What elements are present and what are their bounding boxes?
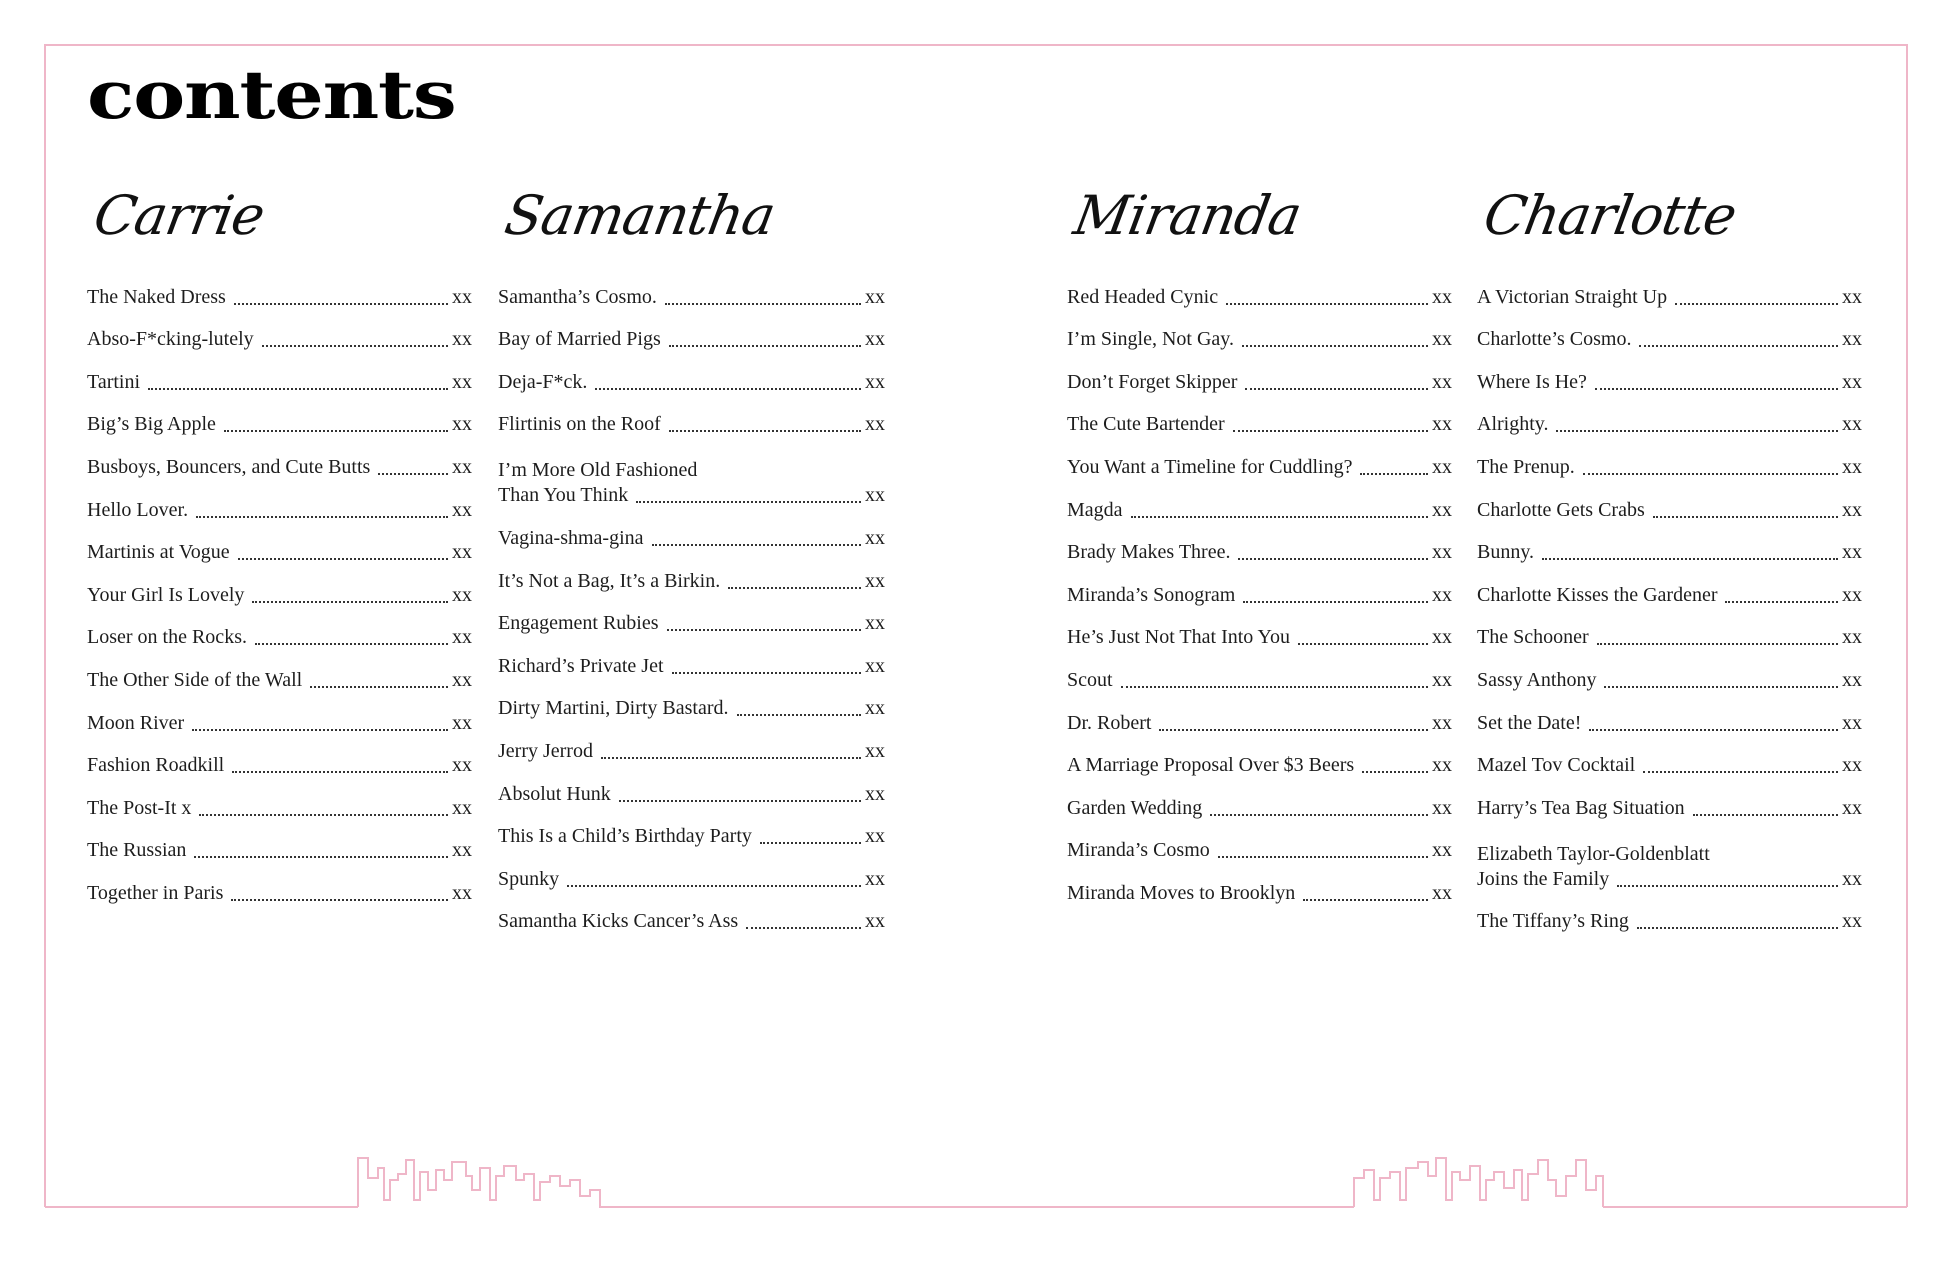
toc-entry [1067, 522, 1452, 565]
toc-entry-page: xx [452, 413, 472, 436]
toc-entry [87, 735, 472, 778]
toc-entry [498, 550, 885, 593]
toc-entry-title: Don’t Forget Skipper [1067, 370, 1238, 393]
toc-entry [498, 507, 885, 550]
toc-entry-page: xx [865, 739, 885, 762]
toc-entry [1477, 351, 1862, 394]
toc-entry [87, 564, 472, 607]
toc-entry-title: Samantha’s Cosmo. [498, 285, 657, 308]
dot-leader [1159, 728, 1428, 731]
column-heading-carrie: Carrie [89, 184, 269, 247]
toc-entry [498, 309, 885, 352]
toc-entry-title: Scout [1067, 668, 1113, 691]
toc-entry-page: xx [865, 413, 885, 436]
toc-entry-page: xx [1842, 583, 1862, 606]
toc-entry-title: Red Headed Cynic [1067, 285, 1219, 308]
toc-entry-title: Magda [1067, 498, 1123, 521]
toc-entry-title-continued: Than You Think [498, 484, 629, 507]
dot-leader [1604, 685, 1838, 688]
toc-entry-title: Dr. Robert [1067, 711, 1152, 734]
toc-entry-title: The Prenup. [1477, 455, 1575, 478]
toc-entry-title: The Russian [87, 839, 187, 862]
dot-leader [595, 387, 861, 390]
toc-entry-page: xx [1432, 839, 1452, 862]
toc-entry [1067, 436, 1452, 479]
toc-entry-page: xx [865, 612, 885, 635]
dot-leader [310, 685, 448, 688]
toc-entry [87, 777, 472, 820]
toc-entry [1067, 351, 1452, 394]
toc-entry [1067, 309, 1452, 352]
entry-list-miranda [1067, 266, 1452, 905]
dot-leader [255, 642, 448, 645]
toc-entry-title: Sassy Anthony [1477, 668, 1597, 691]
toc-entry [1067, 649, 1452, 692]
toc-entry-page: xx [1842, 455, 1862, 478]
toc-entry-title: Mazel Tov Cocktail [1477, 754, 1636, 777]
toc-entry-page: xx [865, 654, 885, 677]
toc-entry-title: Busboys, Bouncers, and Cute Butts [87, 455, 371, 478]
dot-leader [232, 770, 448, 773]
toc-entry-page: xx [1842, 541, 1862, 564]
dot-leader [728, 586, 861, 589]
dot-leader [1131, 515, 1428, 518]
dot-leader [199, 813, 448, 816]
toc-entry-page: xx [1842, 498, 1862, 521]
toc-entry-page: xx [452, 626, 472, 649]
toc-entry [498, 720, 885, 763]
toc-entry-title: Brady Makes Three. [1067, 541, 1231, 564]
dot-leader [665, 302, 861, 305]
contents-column-charlotte [1477, 172, 1862, 933]
toc-entry-page: xx [1432, 370, 1452, 393]
toc-entry-title: Bunny. [1477, 541, 1535, 564]
toc-entry [87, 607, 472, 650]
toc-entry-title: Miranda’s Cosmo [1067, 839, 1210, 862]
toc-entry-title: Absolut Hunk [498, 782, 611, 805]
toc-entry [1477, 735, 1862, 778]
toc-entry [1477, 309, 1862, 352]
dot-leader [760, 841, 861, 844]
toc-entry [87, 862, 472, 905]
dot-leader [1693, 813, 1838, 816]
dot-leader [619, 799, 861, 802]
toc-entry-page: xx [865, 285, 885, 308]
toc-entry-title: It’s Not a Bag, It’s a Birkin. [498, 569, 721, 592]
toc-entry-title: Set the Date! [1477, 711, 1582, 734]
skyline-right-illustration [1354, 1158, 1603, 1207]
dot-leader [1362, 770, 1428, 773]
toc-entry-page: xx [1842, 668, 1862, 691]
column-heading-samantha: Samantha [500, 184, 780, 247]
toc-entry-page: xx [865, 825, 885, 848]
dot-leader [224, 429, 448, 432]
toc-entry-page: xx [1432, 754, 1452, 777]
toc-entry-page: xx [1842, 867, 1862, 890]
toc-entry [87, 266, 472, 309]
dot-leader [669, 429, 861, 432]
contents-column-carrie [87, 172, 472, 905]
toc-entry [498, 351, 885, 394]
toc-entry [1477, 649, 1862, 692]
dot-leader [1725, 600, 1838, 603]
toc-entry-page: xx [1842, 796, 1862, 819]
dot-leader [1303, 898, 1428, 901]
toc-entry [1067, 266, 1452, 309]
toc-entry-page: xx [865, 484, 885, 507]
dot-leader [1643, 770, 1838, 773]
toc-entry-page: xx [1432, 583, 1452, 606]
toc-entry [87, 436, 472, 479]
column-heading-charlotte: Charlotte [1479, 184, 1741, 247]
toc-entry-page: xx [1432, 328, 1452, 351]
toc-entry-page: xx [1432, 541, 1452, 564]
toc-entry-last-line [498, 484, 885, 507]
skyline-left-illustration [358, 1158, 608, 1207]
toc-entry-title: Flirtinis on the Roof [498, 413, 661, 436]
toc-entry-title: Abso-F*cking-lutely [87, 328, 254, 351]
toc-entry-title: Miranda Moves to Brooklyn [1067, 881, 1296, 904]
toc-entry-page: xx [452, 796, 472, 819]
toc-entry-page: xx [865, 782, 885, 805]
entry-list-carrie [87, 266, 472, 905]
toc-entry [1067, 735, 1452, 778]
toc-entry-page: xx [865, 370, 885, 393]
toc-entry [1067, 394, 1452, 437]
toc-entry-page: xx [452, 498, 472, 521]
dot-leader [1233, 429, 1428, 432]
dot-leader [1639, 344, 1838, 347]
toc-entry-title: Loser on the Rocks. [87, 626, 247, 649]
dot-leader [1637, 926, 1838, 929]
toc-entry [1477, 479, 1862, 522]
toc-entry-page: xx [1432, 881, 1452, 904]
dot-leader [1542, 557, 1838, 560]
toc-entry [1067, 479, 1452, 522]
toc-entry-title: Martinis at Vogue [87, 541, 230, 564]
toc-entry [498, 806, 885, 849]
toc-entry [1477, 436, 1862, 479]
toc-entry [87, 649, 472, 692]
toc-entry [87, 522, 472, 565]
dot-leader [1617, 884, 1838, 887]
toc-entry-page: xx [865, 328, 885, 351]
toc-entry-page: xx [865, 526, 885, 549]
toc-entry-title-continued: Joins the Family [1477, 867, 1610, 890]
toc-entry-title: Elizabeth Taylor-Goldenblatt [1477, 842, 1710, 865]
toc-entry [498, 635, 885, 678]
toc-entry-title: Tartini [87, 370, 141, 393]
dot-leader [1595, 387, 1838, 390]
toc-entry-title: Charlotte Kisses the Gardener [1477, 583, 1718, 606]
toc-entry-title: Deja-F*ck. [498, 370, 588, 393]
dot-leader [234, 302, 448, 305]
dot-leader [238, 557, 448, 560]
toc-entry-title: A Marriage Proposal Over $3 Beers [1067, 754, 1355, 777]
toc-entry-title: Engagement Rubies [498, 612, 659, 635]
toc-entry [87, 394, 472, 437]
toc-entry-title: Hello Lover. [87, 498, 189, 521]
toc-entry [1067, 607, 1452, 650]
toc-entry [1477, 266, 1862, 309]
toc-entry-page: xx [1842, 754, 1862, 777]
dot-leader [1675, 302, 1838, 305]
toc-entry-title: Your Girl Is Lovely [87, 583, 245, 606]
toc-entry-title: Miranda’s Sonogram [1067, 583, 1236, 606]
toc-entry-page: xx [865, 697, 885, 720]
dot-leader [1583, 472, 1838, 475]
toc-entry-page: xx [1842, 285, 1862, 308]
toc-entry-page: xx [1432, 626, 1452, 649]
toc-entry-title: Jerry Jerrod [498, 739, 593, 762]
toc-entry-page: xx [865, 910, 885, 933]
dot-leader [1242, 344, 1428, 347]
dot-leader [194, 855, 448, 858]
toc-entry [1067, 692, 1452, 735]
dot-leader [1360, 472, 1428, 475]
toc-entry-page: xx [452, 881, 472, 904]
toc-entry-title: Vagina-shma-gina [498, 526, 644, 549]
column-heading-miranda: Miranda [1069, 184, 1306, 247]
toc-entry-page: xx [452, 583, 472, 606]
dot-leader [378, 472, 448, 475]
toc-entry-title: The Other Side of the Wall [87, 668, 303, 691]
dot-leader [1589, 728, 1838, 731]
toc-entry-title: Spunky [498, 867, 560, 890]
toc-entry [1067, 820, 1452, 863]
toc-entry [1477, 891, 1862, 934]
page-title: contents [87, 56, 456, 134]
toc-entry-title: Bay of Married Pigs [498, 328, 661, 351]
toc-entry-page: xx [865, 867, 885, 890]
contents-column-miranda [1067, 172, 1452, 905]
toc-entry [498, 678, 885, 721]
dot-leader [1597, 642, 1838, 645]
toc-entry-title: Together in Paris [87, 881, 224, 904]
entry-list-charlotte [1477, 266, 1862, 933]
toc-entry [87, 820, 472, 863]
toc-entry-title: Moon River [87, 711, 185, 734]
toc-entry-title: The Post-It x [87, 796, 192, 819]
toc-entry [87, 692, 472, 735]
dot-leader [601, 756, 861, 759]
toc-entry-page: xx [1842, 413, 1862, 436]
toc-entry [87, 479, 472, 522]
toc-entry [1067, 564, 1452, 607]
toc-entry-title: Garden Wedding [1067, 796, 1203, 819]
toc-entry-title: Fashion Roadkill [87, 754, 225, 777]
dot-leader [746, 926, 861, 929]
toc-entry-page: xx [1842, 370, 1862, 393]
toc-entry-title: A Victorian Straight Up [1477, 285, 1668, 308]
toc-entry-last-line [1477, 868, 1862, 891]
dot-leader [1218, 855, 1428, 858]
toc-entry-page: xx [1842, 328, 1862, 351]
toc-entry-title: Charlotte’s Cosmo. [1477, 328, 1632, 351]
toc-entry-page: xx [865, 569, 885, 592]
toc-entry [1477, 394, 1862, 437]
toc-entry [1067, 777, 1452, 820]
toc-entry [1477, 607, 1862, 650]
toc-entry [498, 891, 885, 934]
toc-entry-page: xx [1432, 668, 1452, 691]
toc-entry-page: xx [1432, 455, 1452, 478]
toc-entry [1477, 564, 1862, 607]
toc-entry-title: You Want a Timeline for Cuddling? [1067, 455, 1353, 478]
dot-leader [567, 884, 861, 887]
toc-entry-page: xx [1842, 711, 1862, 734]
dot-leader [262, 344, 448, 347]
toc-entry-title: He’s Just Not That Into You [1067, 626, 1290, 649]
toc-entry [498, 394, 885, 437]
toc-entry-page: xx [452, 668, 472, 691]
toc-entry-page: xx [452, 839, 472, 862]
toc-entry-page: xx [452, 754, 472, 777]
dot-leader [1226, 302, 1428, 305]
toc-entry-page: xx [452, 285, 472, 308]
toc-entry-page: xx [452, 711, 472, 734]
toc-entry-page: xx [452, 328, 472, 351]
dot-leader [1556, 429, 1838, 432]
dot-leader [667, 628, 861, 631]
toc-entry-page: xx [1432, 285, 1452, 308]
toc-entry-page: xx [1842, 626, 1862, 649]
toc-entry [498, 266, 885, 309]
toc-entry-title: The Tiffany’s Ring [1477, 910, 1629, 933]
toc-entry-title: The Schooner [1477, 626, 1589, 649]
dot-leader [636, 500, 861, 503]
toc-entry-title: Dirty Martini, Dirty Bastard. [498, 697, 729, 720]
dot-leader [1210, 813, 1428, 816]
toc-entry-page: xx [1432, 796, 1452, 819]
toc-entry-page: xx [452, 370, 472, 393]
toc-entry-page: xx [452, 455, 472, 478]
toc-entry-title: I’m More Old Fashioned [498, 459, 698, 482]
toc-entry-title: The Cute Bartender [1067, 413, 1225, 436]
dot-leader [231, 898, 448, 901]
toc-entry [87, 309, 472, 352]
toc-entry [1477, 522, 1862, 565]
toc-entry-page: xx [452, 541, 472, 564]
dot-leader [652, 543, 861, 546]
toc-entry-title: Richard’s Private Jet [498, 654, 664, 677]
dot-leader [737, 713, 861, 716]
dot-leader [669, 344, 861, 347]
toc-entry-page: xx [1432, 498, 1452, 521]
toc-entry [1477, 692, 1862, 735]
dot-leader [192, 728, 448, 731]
toc-entry-title: Charlotte Gets Crabs [1477, 498, 1645, 521]
toc-entry-title: The Naked Dress [87, 285, 226, 308]
dot-leader [1245, 387, 1428, 390]
toc-entry-title: Big’s Big Apple [87, 413, 216, 436]
toc-entry-title: Alrighty. [1477, 413, 1549, 436]
toc-entry-title: Samantha Kicks Cancer’s Ass [498, 910, 739, 933]
toc-entry [498, 436, 885, 507]
toc-entry-page: xx [1842, 910, 1862, 933]
contents-column-samantha [498, 172, 885, 933]
toc-entry [498, 763, 885, 806]
toc-entry-title: Harry’s Tea Bag Situation [1477, 796, 1685, 819]
toc-entry-title: I’m Single, Not Gay. [1067, 328, 1235, 351]
toc-entry-page: xx [1432, 711, 1452, 734]
dot-leader [196, 515, 448, 518]
toc-entry-page: xx [1432, 413, 1452, 436]
toc-entry [1067, 862, 1452, 905]
toc-entry-title: Where Is He? [1477, 370, 1587, 393]
toc-entry [87, 351, 472, 394]
entry-list-samantha [498, 266, 885, 933]
dot-leader [1238, 557, 1428, 560]
toc-entry [498, 593, 885, 636]
dot-leader [1243, 600, 1428, 603]
dot-leader [148, 387, 448, 390]
toc-entry-title: This Is a Child’s Birthday Party [498, 825, 752, 848]
dot-leader [672, 671, 861, 674]
dot-leader [1653, 515, 1838, 518]
dot-leader [252, 600, 448, 603]
toc-entry [498, 848, 885, 891]
toc-entry [1477, 820, 1862, 891]
dot-leader [1298, 642, 1428, 645]
dot-leader [1121, 685, 1428, 688]
toc-entry [1477, 777, 1862, 820]
